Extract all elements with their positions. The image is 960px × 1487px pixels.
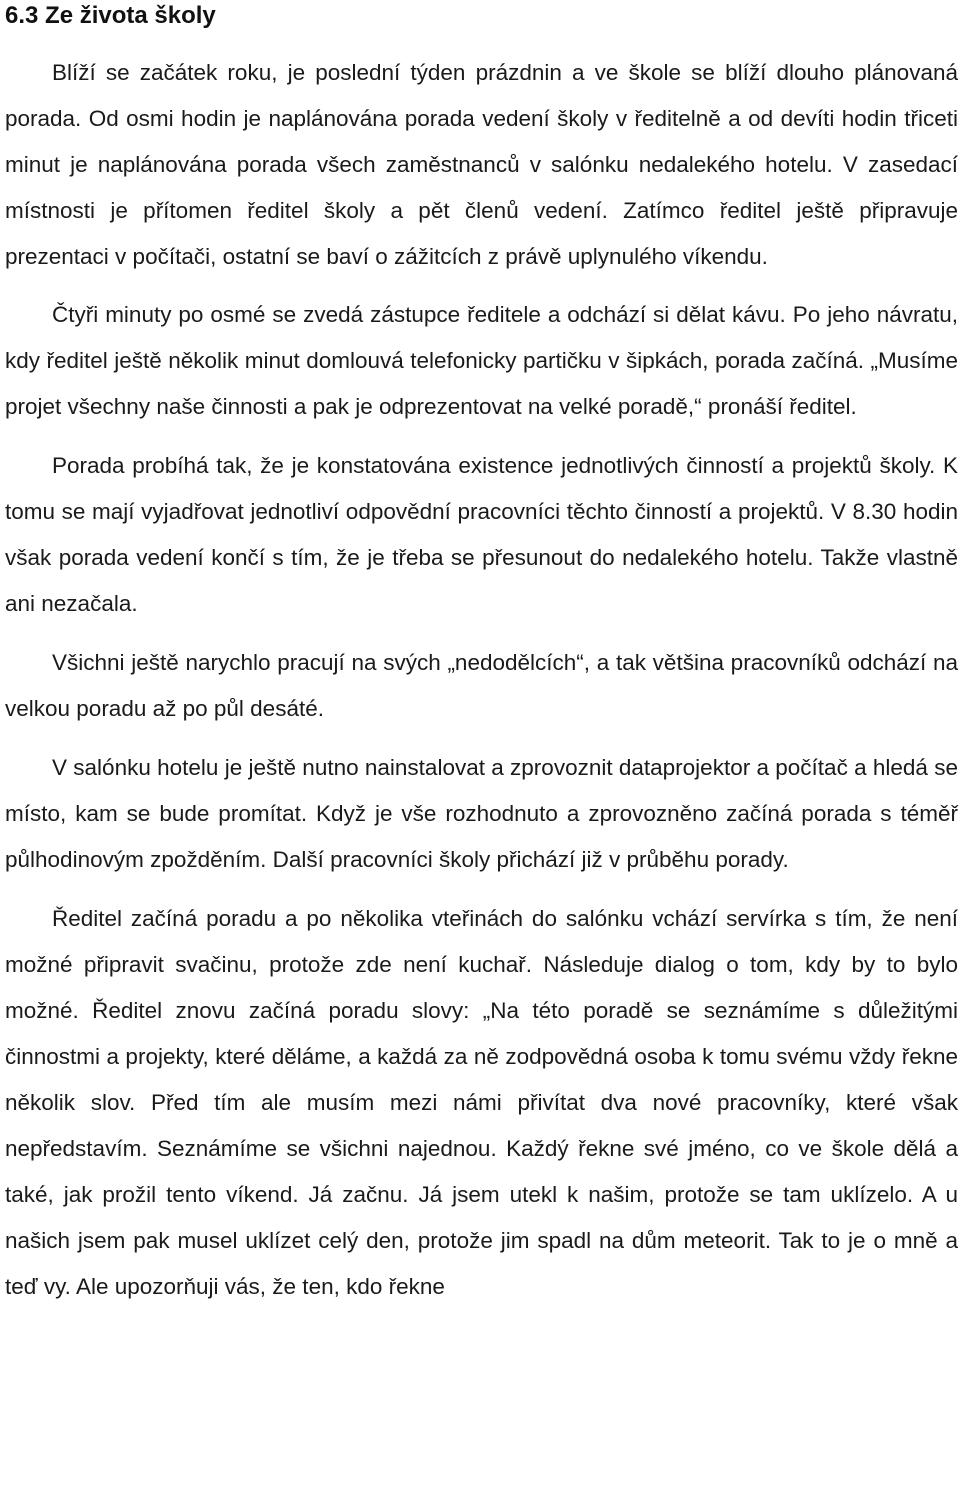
paragraph-2: Čtyři minuty po osmé se zvedá zástupce ředitele a odchází si dělat kávu. Po jeho návratu, kdy ředitel ještě několik minut domlouvá telefonicky partičku v šipkách, porada začíná. „Musíme projet všechny naše činnosti a pak je odprezentovat na velké poradě,“ pronáší ředitel. — [5, 302, 958, 419]
paragraph-3: Porada probíhá tak, že je konstatována existence jednotlivých činností a projektů školy. K tomu se mají vyjadřovat jednotliví odpovědní pracovníci těchto činností a projektů. V 8.30 hodin však porada vedení končí s tím, že je třeba se přesunout do nedalekého hotelu. Takže vlastně ani nezačala. — [5, 453, 958, 616]
paragraph-1: Blíží se začátek roku, je poslední týden prázdnin a ve škole se blíží dlouho plánovaná porada. Od osmi hodin je naplánována porada vedení školy v ředitelně a od devíti hodin třiceti minut je naplánována porada všech zaměstnanců v salónku nedalekého hotelu. V zasedací místnosti je přítomen ředitel školy a pět členů vedení. Zatímco ředitel ještě připravuje prezentaci v počítači, ostatní se baví o zážitcích z právě uplynulého víkendu. — [5, 60, 958, 269]
paragraph-5: V salónku hotelu je ještě nutno nainstalovat a zprovoznit dataprojektor a počítač a hledá se místo, kam se bude promítat. Když je vše rozhodnuto a zprovozněno začíná porada s téměř půlhodinovým zpožděním. Další pracovníci školy přichází již v průběhu porady. — [5, 755, 958, 872]
paragraph-4: Všichni ještě narychlo pracují na svých „nedodělcích“, a tak většina pracovníků odchází na velkou poradu až po půl desáté. — [5, 650, 958, 721]
paragraph-6: Ředitel začíná poradu a po několika vteřinách do salónku vchází servírka s tím, že není možné připravit svačinu, protože zde není kuchař. Následuje dialog o tom, kdy by to bylo možné. Ředitel znovu začíná poradu slovy: „Na této poradě se seznámíme s důležitými činnostmi a projekty, které děláme, a každá za ně zodpovědná osoba k tomu svému vždy řekne několik slov. Před tím ale musím mezi námi přivítat dva nové pracovníky, které však nepředstavím. Seznámíme se všichni najednou. Každý řekne své jméno, co ve škole dělá a také, jak prožil tento víkend. Já začnu. Já jsem utekl k našim, protože se tam uklízelo. A u našich jsem pak musel uklízet celý den, protože jim spadl na dům meteorit. Tak to je o mně a teď vy. Ale upozorňuji vás, že ten, kdo řekne — [5, 906, 958, 1299]
document-page — [5, 0, 958, 1310]
section-heading: 6.3 Ze života školy — [5, 2, 216, 29]
